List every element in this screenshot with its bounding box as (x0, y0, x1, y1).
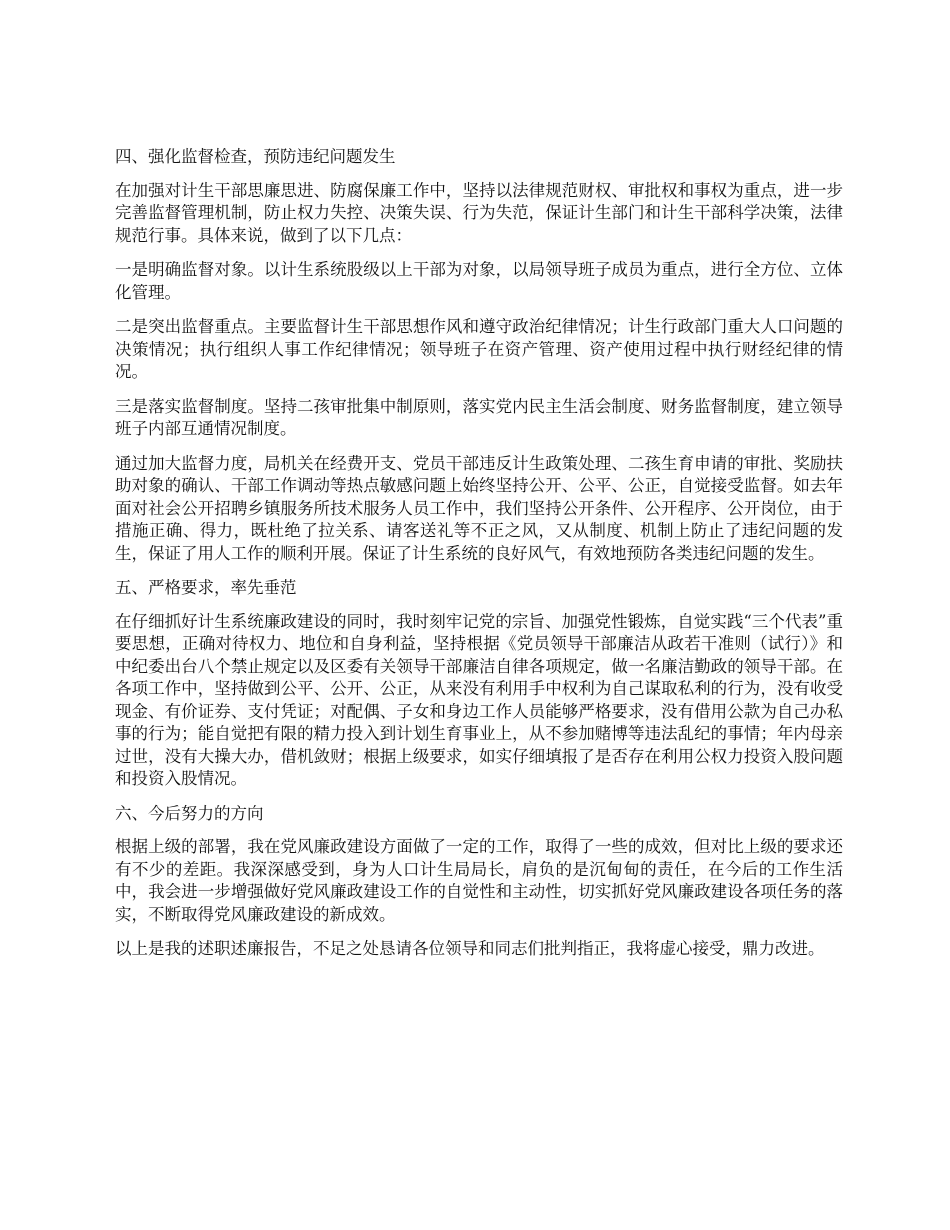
section-heading: 四、强化监督检查，预防违纪问题发生 (115, 147, 396, 166)
paragraph: 在仔细抓好计生系统廉政建设的同时，我时刻牢记党的宗旨、加强党性锻炼，自觉实践“三个代表”重要思想，正确对待权力、地位和自身利益，坚持根据《党员领导干部廉洁从政若干准则（试行）》和中纪委出台八个禁止规定以及区委有关领导干部廉洁自律各项规定，做一名廉洁勤政的领导干部。在各项工作中，坚持做到公平、公开、公正，从来没有利用手中权利为自己谋取私利的行为，没有收受现金、有价证券、支付凭证；对配偶、子女和身边工作人员能够严格要求，没有借用公款为自己办私事的行为；能自觉把有限的精力投入到计划生育事业上，从不参加赌博等违法乱纪的事情；年内母亲过世，没有大操大办，借机敛财；根据上级要求，如实仔细填报了是否存在利用公权力投资入股问题和投资入股情况。 (115, 611, 843, 788)
document-body (115, 146, 843, 973)
section-heading: 五、严格要求，率先垂范 (115, 578, 297, 597)
paragraph: 二是突出监督重点。主要监督计生干部思想作风和遵守政治纪律情况；计生行政部门重大人口问题的决策情况；执行组织人事工作纪律情况；领导班子在资产管理、资产使用过程中执行财经纪律的情况。 (115, 317, 843, 381)
paragraph: 根据上级的部署，我在党风廉政建设方面做了一定的工作，取得了一些的成效，但对比上级的要求还有不少的差距。我深深感受到，身为人口计生局局长，肩负的是沉甸甸的责任，在今后的工作生活中，我会进一步增强做好党风廉政建设工作的自觉性和主动性，切实抓好党风廉政建设各项任务的落实，不断取得党风廉政建设的新成效。 (115, 837, 843, 924)
paragraph: 以上是我的述职述廉报告，不足之处恳请各位领导和同志们批判指正，我将虚心接受，鼎力改进。 (115, 939, 825, 958)
section-heading: 六、今后努力的方向 (115, 803, 264, 823)
paragraph: 在加强对计生干部思廉思进、防腐保廉工作中，坚持以法律规范财权、审批权和事权为重点，进一步完善监督管理机制，防止权力失控、决策失误、行为失范，保证计生部门和计生干部科学决策，法律规范行事。具体来说，做到了以下几点： (115, 180, 843, 245)
paragraph: 一是明确监督对象。以计生系统股级以上干部为对象，以局领导班子成员为重点，进行全方位、立体化管理。 (115, 260, 843, 302)
paragraph: 通过加大监督力度，局机关在经费开支、党员干部违反计生政策处理、二孩生育申请的审批、奖励扶助对象的确认、干部工作调动等热点敏感问题上始终坚持公开、公平、公正，自觉接受监督。如去年面对社会公开招聘乡镇服务所技术服务人员工作中，我们坚持公开条件、公开程序、公开岗位，由于措施正确、得力，既杜绝了拉关系、请客送礼等不正之风，又从制度、机制上防止了违纪问题的发生，保证了用人工作的顺利开展。保证了计生系统的良好风气，有效地预防各类违纪问题的发生。 (115, 453, 843, 563)
paragraph: 三是落实监督制度。坚持二孩审批集中制原则，落实党内民主生活会制度、财务监督制度，建立领导班子内部互通情况制度。 (115, 396, 843, 438)
